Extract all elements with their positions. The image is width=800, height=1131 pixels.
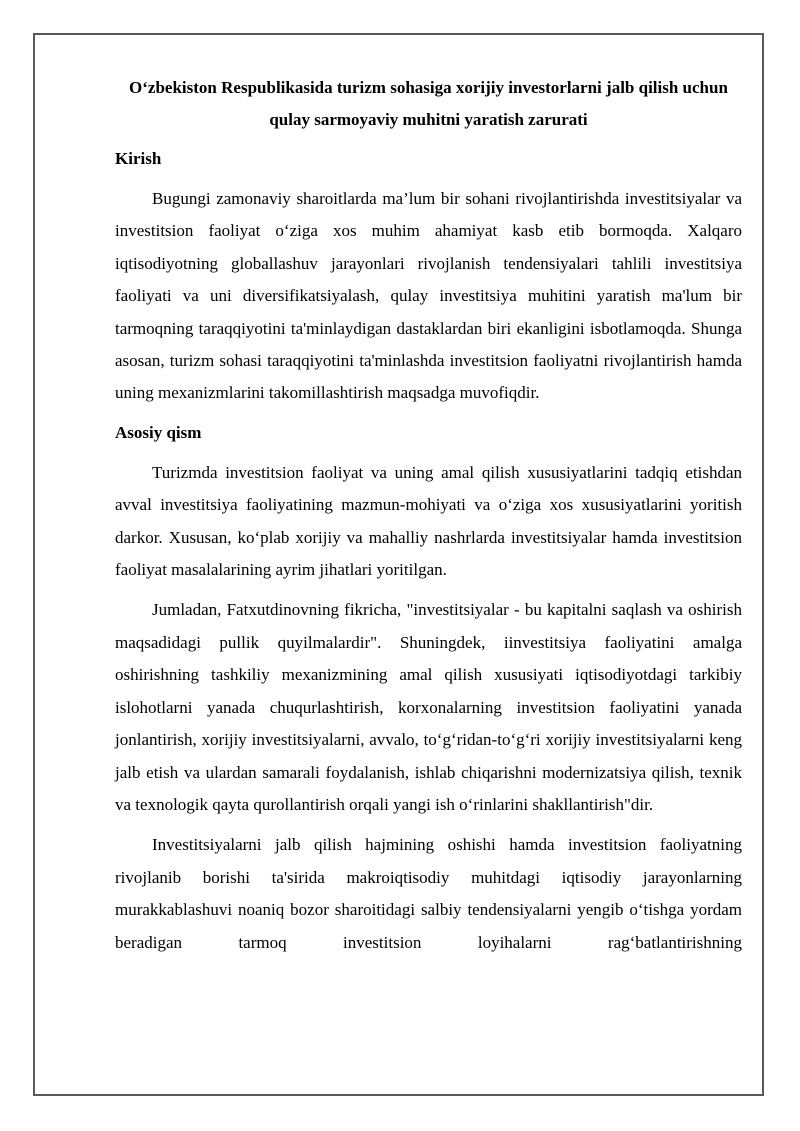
paragraph: Bugungi zamonaviy sharoitlarda ma’lum bir sohani rivojlantirishda investitsiyalar va investitsion faoliyat o‘ziga xos muhim ahamiyat kasb etib bormoqda. Xalqaro iqtisodiyotning globallashuv jarayonlari rivojlanish tendensiyalari tahlili investitsiya faoliyati va uni diversifikatsiyalash, qulay investitsiya muhitini yaratish ma'lum bir tarmoqning taraqqiyotini ta'minlaydigan dastaklardan biri ekanligini isbotlamoqda. Shunga asosan, turizm sohasi taraqqiyotini ta'minlashda investitsion faoliyatni rivojlantirish hamda uning mexanizmlarini takomillashtirish maqsadga muvofiqdir. bbox=[115, 189, 742, 403]
document-title: O‘zbekiston Respublikasida turizm sohasiga xorijiy investorlarni jalb qilish uchun qulay sarmoyaviy muhitni yaratish zarurati bbox=[129, 78, 728, 129]
section-heading-kirish: Kirish bbox=[115, 149, 162, 168]
paragraph: Jumladan, Fatxutdinovning fikricha, "investitsiyalar - bu kapitalni saqlash va oshirish maqsadidagi pullik quyilmalardir". Shuningdek, iinvestitsiya faoliyatini amalga oshirishning tashkiliy mexanizmining amal qilish xususiyati iqtisodiyotdagi tarkibiy islohotlarni yanada chuqurlashtirish, korxonalarning investitsion faoliyatini yanada jonlantirish, xorijiy investitsiyalarni, avvalo, to‘g‘ridan-to‘g‘ri xorijiy investitsiyalarni keng jalb etish va ulardan samarali foydalanish, ishlab chiqarishni modernizatsiya qilish, texnik va texnologik qayta qurollantirish orqali yangi ish o‘rinlarini shakllantirish"dir. bbox=[115, 600, 742, 814]
paragraph: Investitsiyalarni jalb qilish hajmining oshishi hamda investitsion faoliyatning rivojlanib borishi ta'sirida makroiqtisodiy muhitdagi iqtisodiy jarayonlarning murakkablashuvi noaniq bozor sharoitidagi salbiy tendensiyalarni yengib o‘tishga yordam beradigan tarmoq investitsion loyihalarni rag‘batlantirishning bbox=[115, 835, 742, 952]
section-heading-asosiy-qism: Asosiy qism bbox=[115, 422, 202, 442]
paragraph: Turizmda investitsion faoliyat va uning amal qilish xususiyatlarini tadqiq etishdan avval investitsiya faoliyatining mazmun-mohiyati va o‘ziga xos xususiyatlarini yoritish darkor. Xususan, ko‘plab xorijiy va mahalliy nashrlarda investitsiyalar hamda investitsion faoliyat masalalarining ayrim jihatlari yoritilgan. bbox=[115, 462, 742, 580]
document-body bbox=[115, 72, 742, 959]
